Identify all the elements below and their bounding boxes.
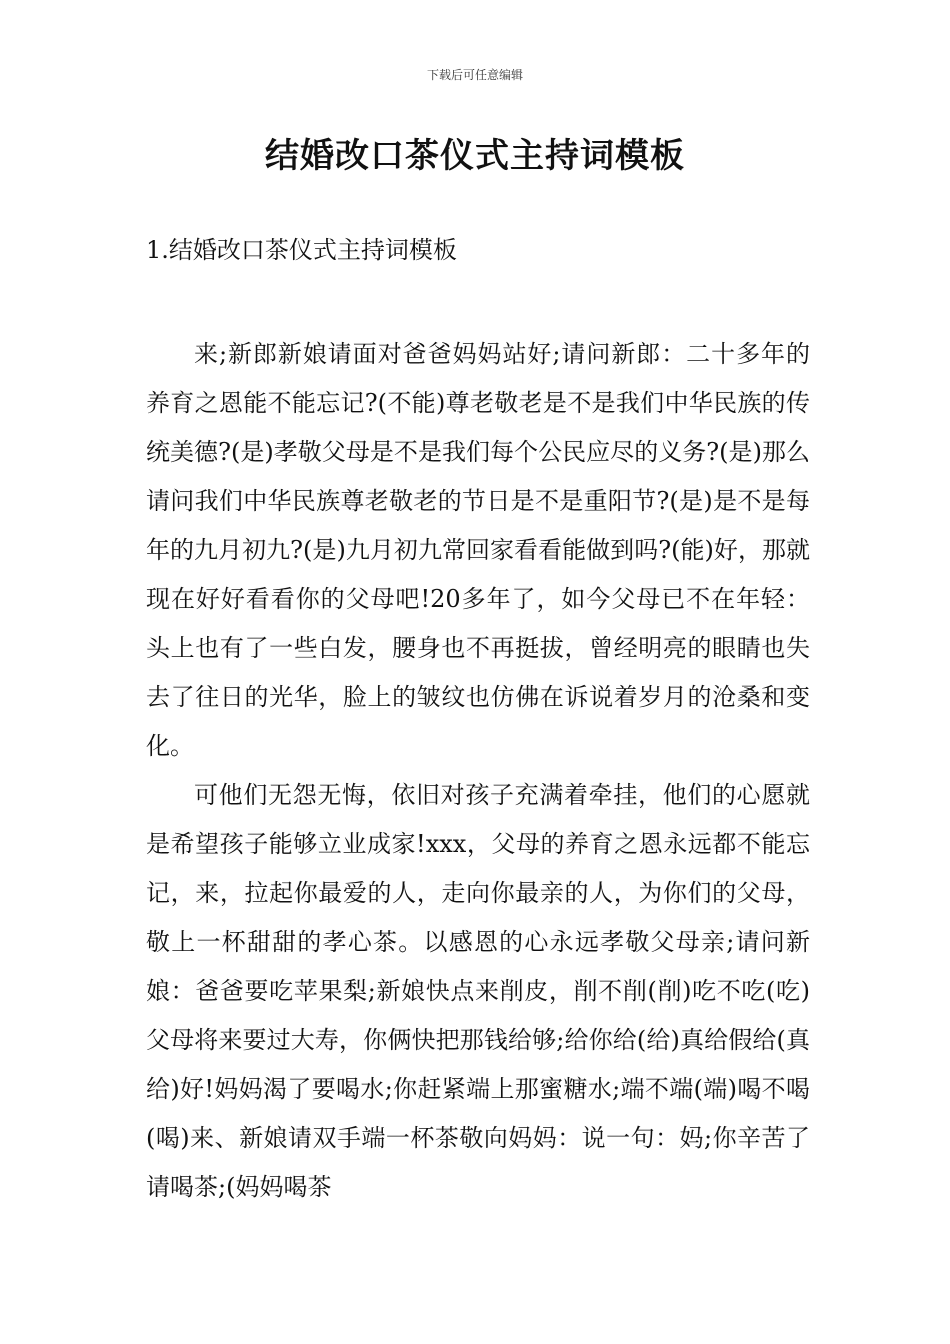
- header-note: 下载后可任意编辑: [426, 68, 523, 82]
- document-title: 结婚改口茶仪式主持词模板: [265, 136, 685, 176]
- body-paragraph: 可他们无怨无悔，依旧对孩子充满着牵挂，他们的心愿就是希望孩子能够立业成家!xxx，父母的养育之恩永远都不能忘记，来，拉起你最爱的人，走向你最亲的人，为你们的父母，敬上一杯甜甜的孝心茶。以感恩的心永远孝敬父母亲;请问新娘：爸爸要吃苹果梨;新娘快点来削皮，削不削(削)吃不吃(吃)父母将来要过大寿，你俩快把那钱给够;给你给(给)真给假给(真给)好!妈妈渴了要喝水;你赶紧端上那蜜糖水;端不端(端)喝不喝(喝)来、新娘请双手端一杯茶敬向妈妈：说一句：妈;你辛苦了请喝茶;(妈妈喝茶: [146, 781, 810, 1201]
- body-paragraph: 来;新郎新娘请面对爸爸妈妈站好;请问新郎：二十多年的养育之恩能不能忘记?(不能)尊老敬老是不是我们中华民族的传统美德?(是)孝敬父母是不是我们每个公民应尽的义务?(是)那么请问我们中华民族尊老敬老的节日是不是重阳节?(是)是不是每年的九月初九?(是)九月初九常回家看看能做到吗?(能)好，那就现在好好看看你的父母吧!20多年了，如今父母已不在年轻：头上也有了一些白发，腰身也不再挺拔，曾经明亮的眼睛也失去了往日的光华，脸上的皱纹也仿佛在诉说着岁月的沧桑和变化。: [146, 340, 810, 760]
- section-heading: 1.结婚改口茶仪式主持词模板: [146, 236, 457, 264]
- document-body: [146, 330, 810, 1212]
